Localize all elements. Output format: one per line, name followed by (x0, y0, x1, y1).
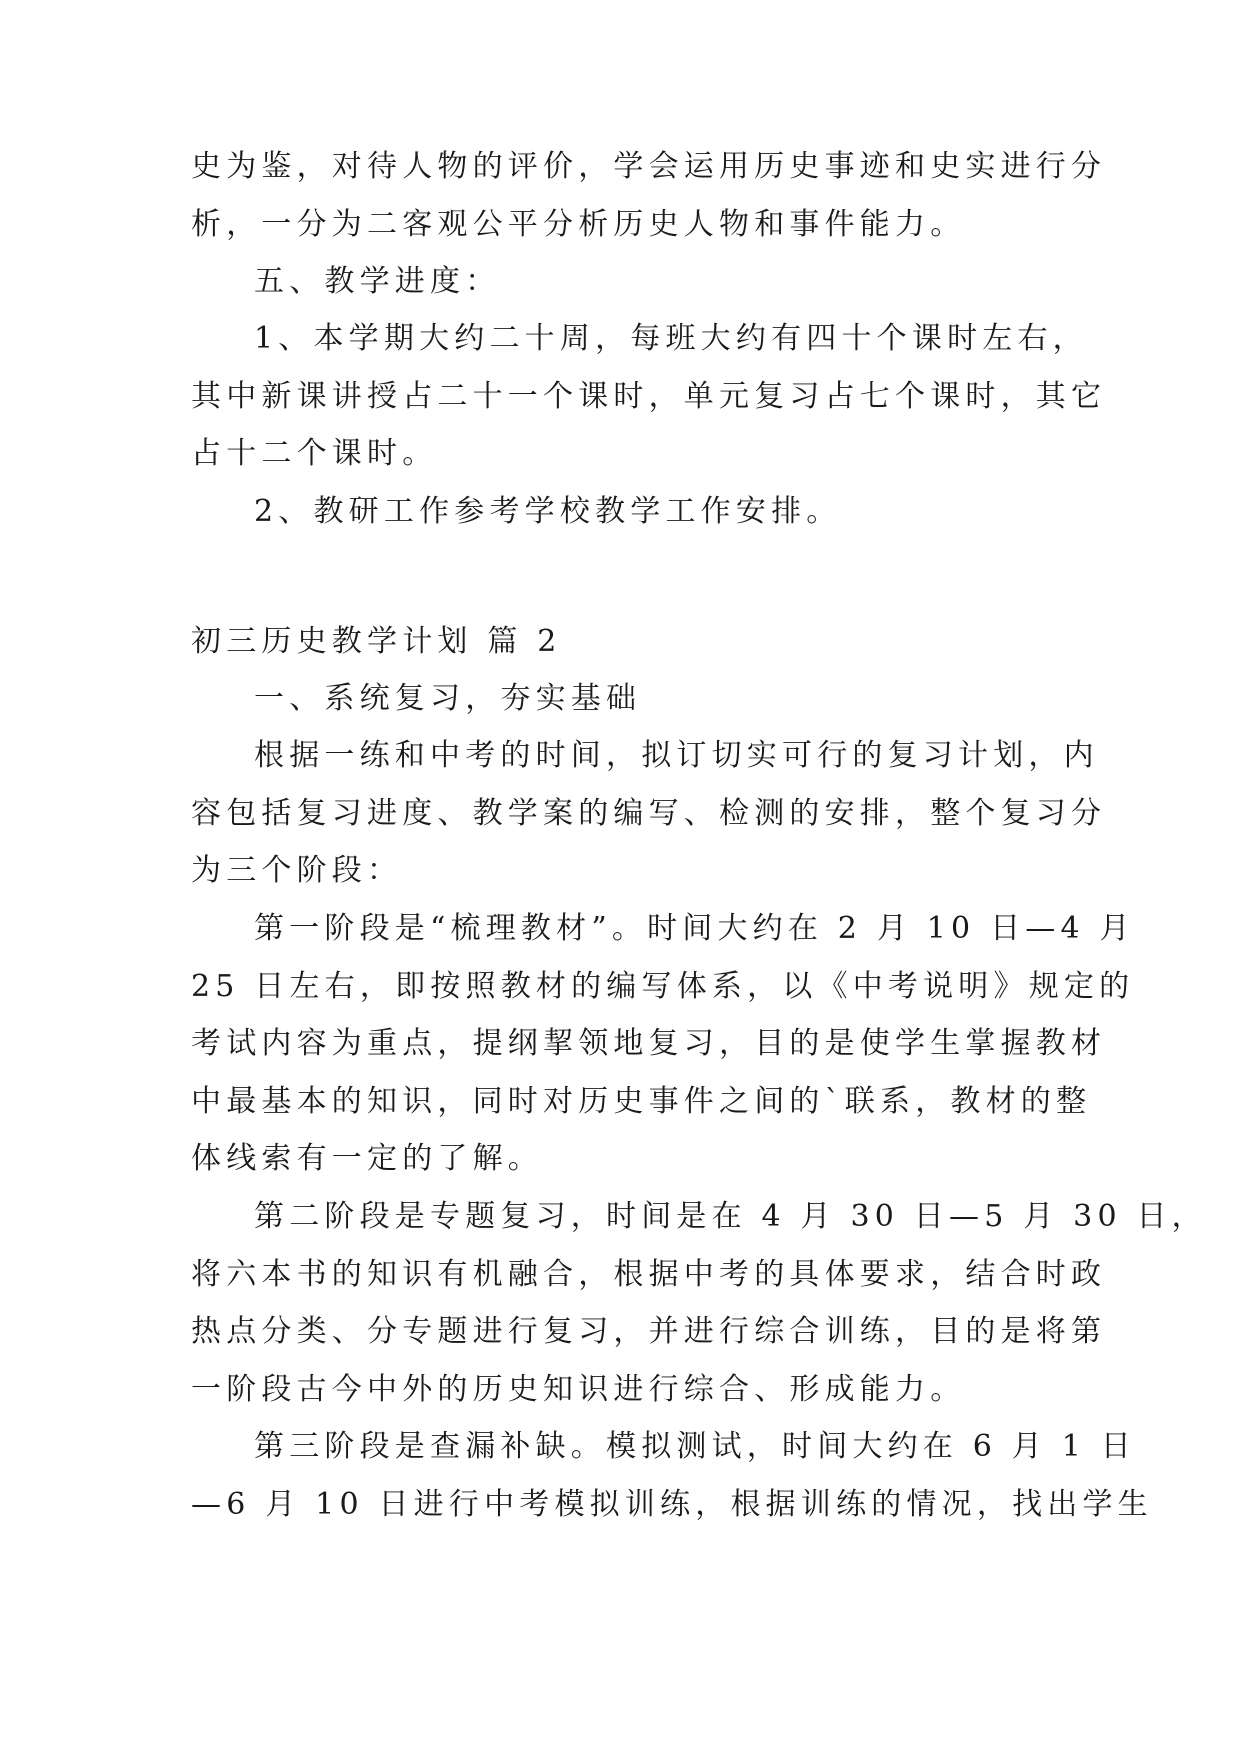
paragraph-line: 1、本学期大约二十周，每班大约有四十个课时左右， (254, 321, 1088, 356)
progress-item-2 (191, 483, 1061, 541)
paragraph-line: 为三个阶段： (191, 853, 403, 888)
paragraph-line: 容包括复习进度、教学案的编写、检测的安排，整个复习分 (191, 795, 1107, 831)
section-heading: 五、教学进度： (254, 264, 501, 299)
paragraph-line: 其中新课讲授占二十一个课时，单元复习占七个课时，其它 (191, 378, 1107, 414)
section1-paragraph-continued (191, 138, 1107, 253)
paragraph-line: 根据一练和中考的时间，拟订切实可行的复习计划，内 (254, 738, 1099, 773)
heading-systematic-review (191, 670, 1061, 728)
section-title: 初三历史教学计划 篇 2 (191, 624, 562, 659)
section-heading: 一、系统复习，夯实基础 (254, 681, 642, 716)
section2-title-block (191, 613, 1061, 671)
paragraph-line: 一阶段古今中外的历史知识进行综合、形成能力。 (191, 1371, 966, 1407)
paragraph-line: —6 月 10 日进行中考模拟训练，根据训练的情况，找出学生 (191, 1486, 1153, 1522)
paragraph-line: 第三阶段是查漏补缺。模拟测试，时间大约在 6 月 1 日 (254, 1429, 1136, 1464)
paragraph-line: 中最基本的知识，同时对历史事件之间的`联系，教材的整 (191, 1083, 1092, 1119)
paragraph-line: 析，一分为二客观公平分析历史人物和事件能力。 (191, 206, 966, 242)
paragraph-line: 热点分类、分专题进行复习，并进行综合训练，目的是将第 (191, 1314, 1107, 1349)
heading-teaching-progress (191, 253, 1061, 311)
progress-item-1 (191, 310, 1107, 483)
paragraph-line: 2、教研工作参考学校教学工作安排。 (254, 494, 842, 529)
paragraph-line: 第一阶段是“梳理教材”。时间大约在 2 月 10 日—4 月 (254, 911, 1135, 946)
paragraph-line: 占十二个课时。 (191, 436, 438, 471)
intro-paragraph (191, 727, 1107, 900)
paragraph-line: 将六本书的知识有机融合，根据中考的具体要求，结合时政 (191, 1256, 1107, 1292)
stage1-paragraph (191, 900, 1135, 1188)
paragraph-line: 25 日左右，即按照教材的编写体系，以《中考说明》规定的 (191, 968, 1135, 1004)
paragraph-line: 体线索有一定的了解。 (191, 1141, 543, 1176)
paragraph-line: 第二阶段是专题复习，时间是在 4 月 30 日—5 月 30 日， (254, 1199, 1207, 1234)
paragraph-line: 史为鉴，对待人物的评价，学会运用历史事迹和史实进行分 (191, 149, 1107, 184)
paragraph-line: 考试内容为重点，提纲挈领地复习，目的是使学生掌握教材 (191, 1026, 1107, 1061)
stage2-paragraph (191, 1188, 1207, 1418)
stage3-paragraph (191, 1418, 1153, 1533)
